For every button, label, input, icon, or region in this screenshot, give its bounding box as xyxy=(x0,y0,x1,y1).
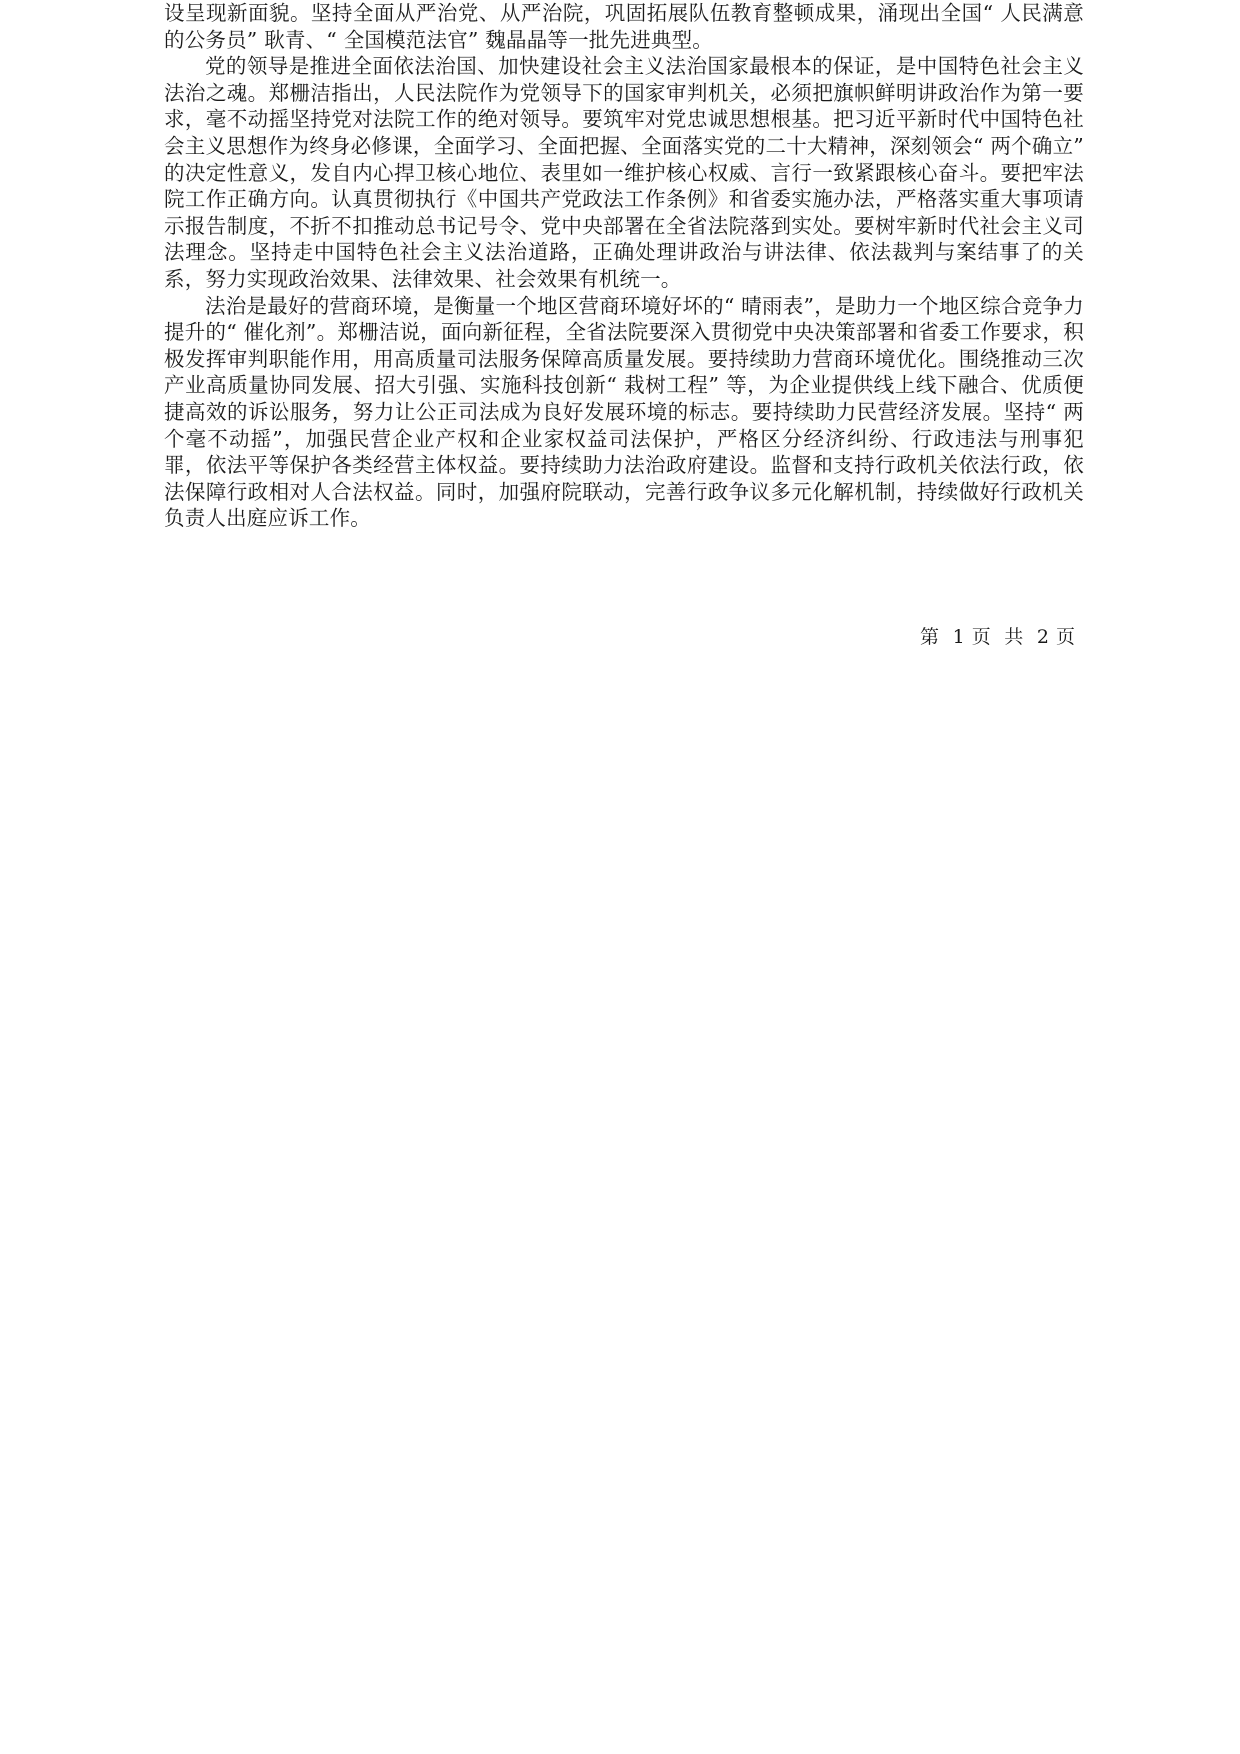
paragraph-2: 党的领导是推进全面依法治国、加快建设社会主义法治国家最根本的保证，是中国特色社会主义法治之魂。郑栅洁指出，人民法院作为党领导下的国家审判机关，必须把旗帜鲜明讲政治作为第一要求，毫不动摇坚持党对法院工作的绝对领导。要筑牢对党忠诚思想根基。把习近平新时代中国特色社会主义思想作为终身必修课，全面学习、全面把握、全面落实党的二十大精神，深刻领会“ 两个确立” 的决定性意义，发自内心捍卫核心地位、表里如一维护核心权威、言行一致紧跟核心奋斗。要把牢法院工作正确方向。认真贯彻执行《中国共产党政法工作条例》和省委实施办法，严格落实重大事项请示报告制度，不折不扣推动总书记号令、党中央部署在全省法院落到实处。要树牢新时代社会主义司法理念。坚持走中国特色社会主义法治道路，正确处理讲政治与讲法律、依法裁判与案结事了的关系，努力实现政治效果、法律效果、社会效果有机统一。 xyxy=(164,54,1084,291)
paragraph-1: 设呈现新面貌。坚持全面从严治党、从严治院，巩固拓展队伍教育整顿成果，涌现出全国“ 人民满意的公务员” 耿青、“ 全国模范法官” 魏晶晶等一批先进典型。 xyxy=(164,1,1084,52)
paragraph-3: 法治是最好的营商环境，是衡量一个地区营商环境好坏的“ 晴雨表”，是助力一个地区综合竞争力提升的“ 催化剂”。郑栅洁说，面向新征程，全省法院要深入贯彻党中央决策部署和省委工作要求，积极发挥审判职能作用，用高质量司法服务保障高质量发展。要持续助力营商环境优化。围绕推动三次产业高质量协同发展、招大引强、实施科技创新“ 栽树工程” 等，为企业提供线上线下融合、优质便捷高效的诉讼服务，努力让公正司法成为良好发展环境的标志。要持续助力民营经济发展。坚持“ 两个毫不动摇”，加强民营企业产权和企业家权益司法保护，严格区分经济纠纷、行政违法与刑事犯罪，依法平等保护各类经营主体权益。要持续助力法治政府建设。监督和支持行政机关依法行政，依法保障行政相对人合法权益。同时，加强府院联动，完善行政争议多元化解机制，持续做好行政机关负责人出庭应诉工作。 xyxy=(164,293,1084,531)
page-number-footer: 第 1 页 共 2 页 xyxy=(920,626,1076,648)
body-text xyxy=(164,0,1084,532)
